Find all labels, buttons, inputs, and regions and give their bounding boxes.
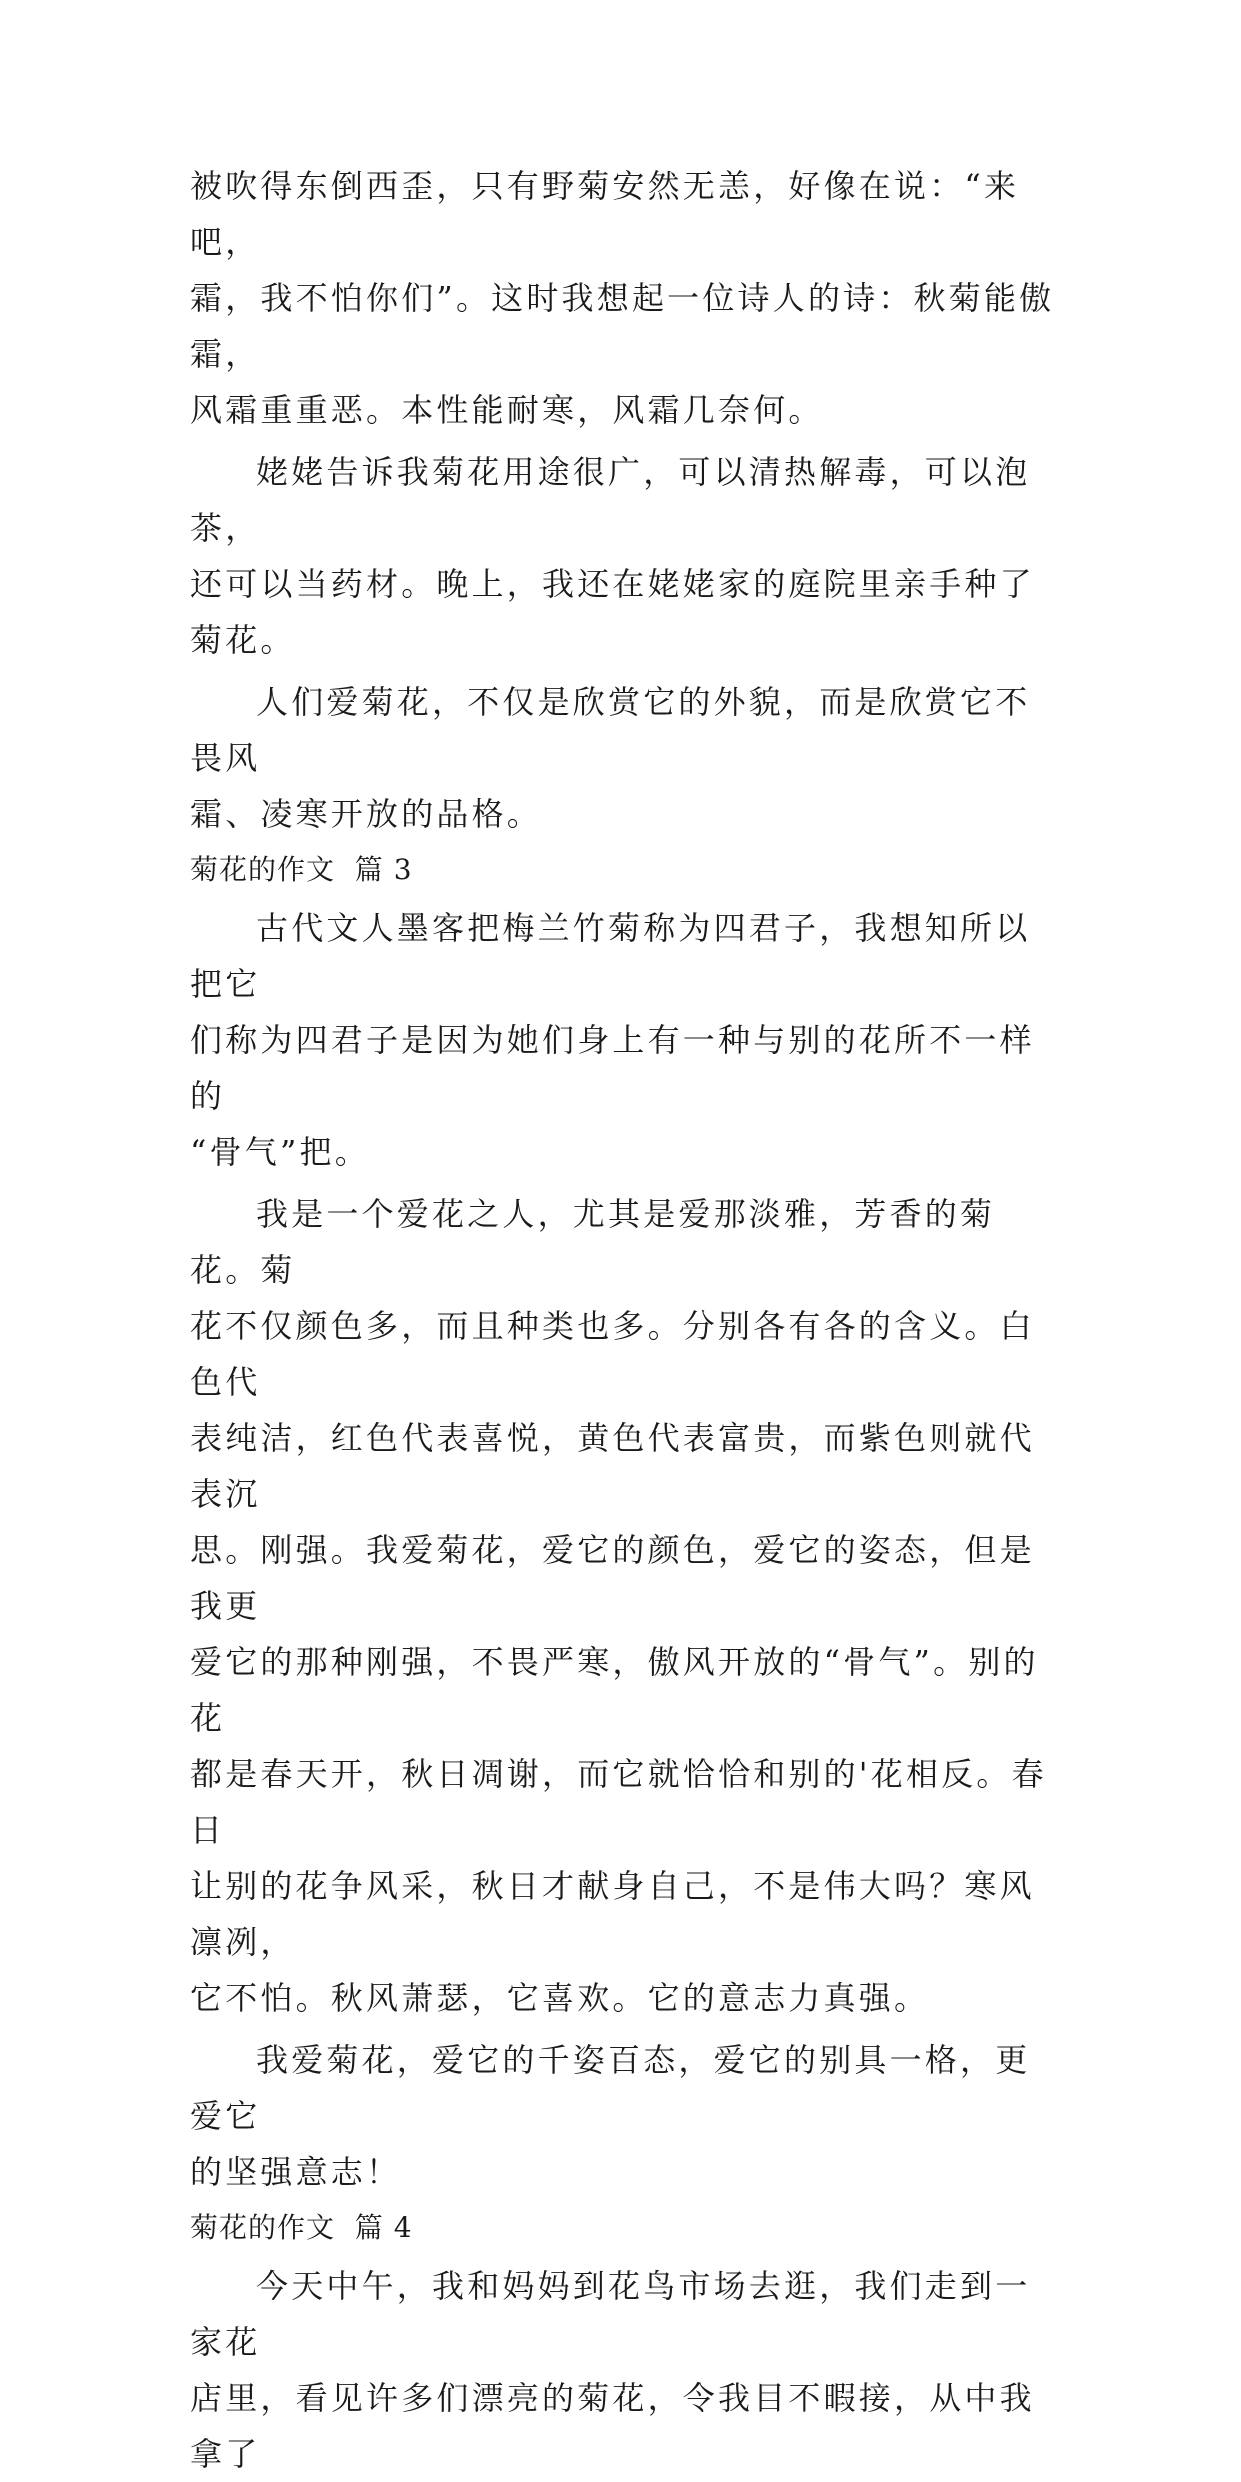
- document-body: [190, 158, 1065, 2482]
- section-heading-3: 菊花的作文 篇 3: [190, 853, 413, 886]
- paragraph: 今天中午，我和妈妈到花鸟市场去逛，我们走到一家花 店里，看见许多们漂亮的菊花，令我目不暇接，从中我拿了: [190, 2267, 1035, 2473]
- paragraph-continued: 被吹得东倒西歪，只有野菊安然无恙，好像在说：“来吧， 霜，我不怕你们”。这时我想起一位诗人的诗：秋菊能傲霜， 风霜重重恶。本性能耐寒，风霜几奈何。: [190, 167, 1055, 429]
- paragraph: 人们爱菊花，不仅是欣赏它的外貌，而是欣赏它不畏风 霜、凌寒开放的品格。: [190, 683, 1031, 833]
- paragraph: 我是一个爱花之人，尤其是爱那淡雅，芳香的菊花。菊 花不仅颜色多，而且种类也多。分别各有各的含义。白色代 表纯洁，红色代表喜悦，黄色代表富贵，而紫色则就代表沉 思。刚强。我爱菊花，爱它的颜色，爱它的姿态，但是我更 爱它的那种刚强，不畏严寒，傲风开放的“骨气”。别的花 都是春天开，秋日凋谢，而它就恰恰和别的'花相反。春日 让别的花争风采，秋日才献身自己，不是伟大吗？寒风凛冽， 它不怕。秋风萧瑟，它喜欢。它的意志力真强。: [190, 1195, 1047, 2017]
- paragraph: 我爱菊花，爱它的千姿百态，爱它的别具一格，更爱它 的坚强意志！: [190, 2041, 1031, 2191]
- section-heading-4: 菊花的作文 篇 4: [190, 2211, 413, 2244]
- paragraph: 姥姥告诉我菊花用途很广，可以清热解毒，可以泡茶， 还可以当药材。晚上，我还在姥姥家的庭院里亲手种了菊花。: [190, 453, 1035, 659]
- paragraph: 古代文人墨客把梅兰竹菊称为四君子，我想知所以把它 们称为四君子是因为她们身上有一种与别的花所不一样的 “骨气”把。: [190, 909, 1035, 1171]
